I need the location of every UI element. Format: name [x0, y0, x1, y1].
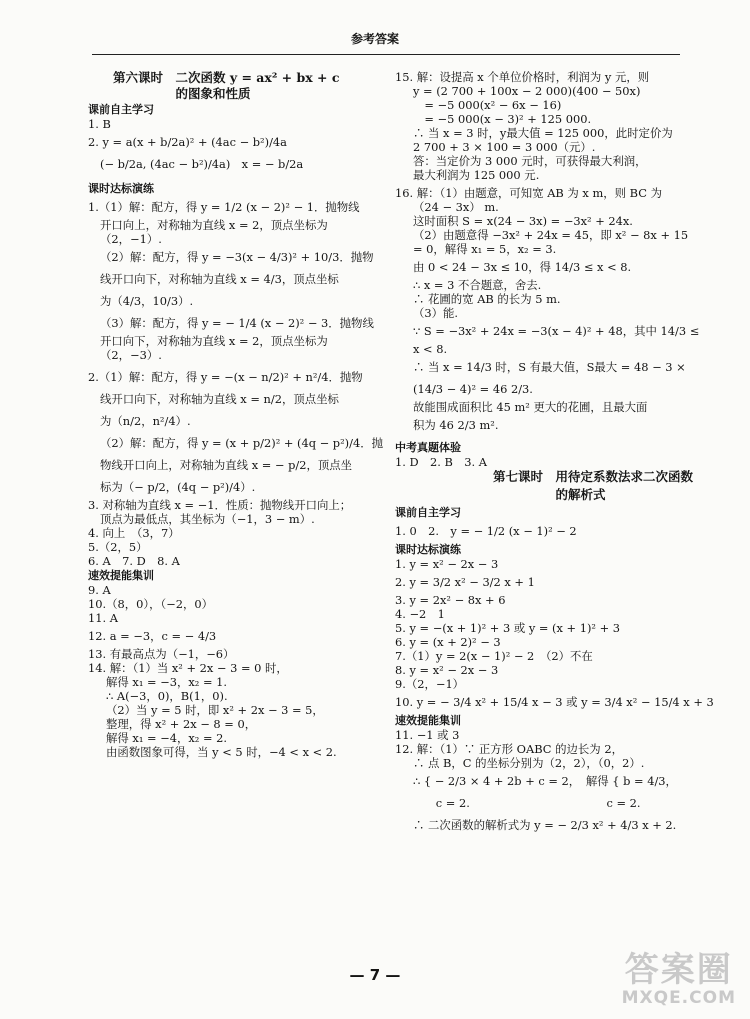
section-heading: 课前自主学习: [395, 506, 461, 519]
header-rule: [92, 54, 680, 55]
left-answer-line: 2.（1）解：配方，得 y = −(x − n/2)² + n²/4．抛物: [88, 370, 363, 384]
right-answer-line: 2 700 + 3 × 100 = 3 000（元）.: [413, 140, 596, 154]
section-heading: 课前自主学习: [88, 103, 154, 116]
right-answer-line: ∴ 当 x = 14/3 时，S 有最大值，S最大 = 48 − 3 ×: [413, 360, 686, 374]
left-answer-line: 13. 有最高点为（−1，−6）: [88, 647, 235, 661]
left-answer-line: 9. A: [88, 583, 111, 597]
section-heading: 课时达标演练: [395, 543, 461, 556]
left-answer-line: 解得 x₁ = −3，x₂ = 1.: [106, 675, 228, 689]
right-answer-line: 1. D 2. B 3. A: [395, 455, 487, 469]
right-answer-line: ∴ 当 x = 3 时，y最大值 = 125 000，此时定价为: [413, 126, 673, 140]
right-answer-line: 积为 46 2/3 m².: [413, 418, 499, 432]
watermark-url: MXQE.COM: [621, 988, 736, 1008]
right-answer-line: 5. y = −(x + 1)² + 3 或 y = (x + 1)² + 3: [395, 621, 620, 635]
right-answer-line: ∴ 点 B，C 的坐标分别为（2，2），（0，2）.: [413, 756, 645, 770]
left-answer-line: 2. y = a(x + b/2a)² + (4ac − b²)/4a: [88, 135, 287, 149]
right-answer-line: ∴ { − 2/3 × 4 + 2b + c = 2， 解得 { b = 4/3，: [413, 774, 677, 788]
left-answer-line: 物线开口向上，对称轴为直线 x = − p/2，顶点坐: [100, 458, 353, 472]
left-answer-line: 开口向下，对称轴为直线 x = 2，顶点坐标为: [100, 334, 328, 348]
right-answer-line: c = 2. c = 2.: [413, 796, 641, 810]
right-answer-line: 1. 0 2. y = − 1/2 (x − 1)² − 2: [395, 524, 577, 538]
lesson-title: 第七课时 用待定系数法求二次函数: [493, 469, 694, 484]
section-heading: 课时达标演练: [88, 182, 154, 195]
left-answer-line: 标为（− p/2，(4q − p²)/4）.: [100, 480, 256, 494]
section-heading: 速效提能集训: [395, 714, 461, 727]
left-answer-line: 由函数图象可得，当 y < 5 时，−4 < x < 2.: [106, 745, 337, 759]
left-answer-line: （2，−1）.: [100, 232, 162, 246]
left-answer-line: 线开口向下，对称轴为直线 x = 4/3，顶点坐标: [100, 272, 339, 286]
left-answer-line: 为（4/3，10/3）.: [100, 294, 194, 308]
right-answer-line: y = (2 700 + 100x − 2 000)(400 − 50x): [413, 84, 641, 98]
left-answer-line: 14. 解：（1）当 x² + 2x − 3 = 0 时，: [88, 661, 288, 675]
section-heading: 速效提能集训: [88, 569, 154, 582]
right-answer-line: 2. y = 3/2 x² − 3/2 x + 1: [395, 575, 535, 589]
left-answer-line: 顶点为最低点，其坐标为（−1，3 − m）.: [100, 512, 315, 526]
page-number: — 7 —: [349, 966, 401, 984]
right-answer-line: 10. y = − 3/4 x² + 15/4 x − 3 或 y = 3/4 x² − 15/4 x + 3: [395, 695, 714, 709]
left-answer-line: 11. A: [88, 611, 118, 625]
right-answer-column: [395, 70, 714, 836]
watermark-logo: [622, 951, 736, 1007]
right-answer-line: = −5 000(x − 3)² + 125 000.: [413, 112, 592, 126]
right-answer-line: 1. y = x² − 2x − 3: [395, 557, 499, 571]
left-answer-line: 3. 对称轴为直线 x = −1．性质：抛物线开口向上；: [88, 498, 352, 512]
left-answer-line: （3）解：配方，得 y = − 1/4 (x − 2)² − 3．抛物线: [100, 316, 374, 330]
right-answer-line: 由 0 < 24 − 3x ≤ 10，得 14/3 ≤ x < 8.: [413, 260, 632, 274]
right-answer-line: （24 − 3x） m.: [413, 200, 499, 214]
right-answer-line: 11. −1 或 3: [395, 728, 460, 742]
left-answer-line: 1. B: [88, 117, 111, 131]
left-answer-line: （2）当 y = 5 时，即 x² + 2x − 3 = 5，: [106, 703, 324, 717]
right-answer-line: 4. −2 1: [395, 607, 445, 621]
left-answer-line: 6. A 7. D 8. A: [88, 554, 180, 568]
left-answer-line: （2，−3）.: [100, 348, 162, 362]
left-answer-line: ∴ A(−3，0)，B(1，0).: [106, 689, 228, 703]
right-answer-line: 12. 解：（1）∵ 正方形 OABC 的边长为 2，: [395, 742, 623, 756]
right-answer-line: 最大利润为 125 000 元.: [413, 168, 540, 182]
right-answer-line: 7.（1）y = 2(x − 1)² − 2 （2）不在: [395, 649, 593, 663]
right-answer-line: 16. 解：（1）由题意，可知宽 AB 为 x m，则 BC 为: [395, 186, 662, 200]
right-answer-line: ∴ 二次函数的解析式为 y = − 2/3 x² + 4/3 x + 2.: [413, 818, 677, 832]
right-answer-line: （3）能.: [413, 306, 459, 320]
right-answer-line: 15. 解：设提高 x 个单位价格时，利润为 y 元，则: [395, 70, 650, 84]
left-answer-line: （2）解：配方，得 y = (x + p/2)² + (4q − p²)/4．抛: [100, 436, 383, 450]
left-answer-line: 5.（2，5）: [88, 540, 148, 554]
right-answer-line: = 0，解得 x₁ = 5，x₂ = 3.: [413, 242, 557, 256]
right-answer-line: 答：当定价为 3 000 元时，可获得最大利润，: [413, 154, 647, 168]
left-answer-line: 开口向上，对称轴为直线 x = 2，顶点坐标为: [100, 218, 328, 232]
right-answer-line: ∴ 花圃的宽 AB 的长为 5 m.: [413, 292, 561, 306]
left-answer-line: 4. 向上 （3，7）: [88, 526, 180, 540]
right-answer-line: ∵ S = −3x² + 24x = −3(x − 4)² + 48，其中 14/3 ≤: [413, 324, 700, 338]
right-answer-line: 这时面积 S = x(24 − 3x) = −3x² + 24x.: [413, 214, 633, 228]
right-answer-line: 9.（2，−1）: [395, 677, 465, 691]
left-answer-line: （2）解：配方，得 y = −3(x − 4/3)² + 10/3．抛物: [100, 250, 374, 264]
left-answer-column: [88, 70, 383, 759]
right-answer-line: x < 8.: [413, 342, 448, 356]
page-header-title: 参考答案: [350, 32, 399, 46]
left-answer-line: 线开口向下，对称轴为直线 x = n/2，顶点坐标: [100, 392, 339, 406]
lesson-title: 第六课时 二次函数 y = ax² + bx + c: [113, 70, 340, 85]
section-heading: 中考真题体验: [395, 441, 461, 454]
left-answer-line: 为（n/2，n²/4）.: [100, 414, 191, 428]
left-answer-line: 解得 x₁ = −4，x₂ = 2.: [106, 731, 228, 745]
lesson-title: 的图象和性质: [113, 86, 251, 101]
left-answer-line: (− b/2a, (4ac − b²)/4a) x = − b/2a: [100, 157, 304, 171]
right-answer-line: = −5 000(x² − 6x − 16): [413, 98, 562, 112]
right-answer-line: 故能围成面积比 45 m² 更大的花圃，且最大面: [413, 400, 648, 414]
right-answer-line: 6. y = (x + 2)² − 3: [395, 635, 501, 649]
right-answer-line: (14/3 − 4)² = 46 2/3.: [413, 382, 533, 396]
right-answer-line: （2）由题意得 −3x² + 24x = 45，即 x² − 8x + 15: [413, 228, 689, 242]
left-answer-line: 1.（1）解：配方，得 y = 1/2 (x − 2)² − 1．抛物线: [88, 200, 360, 214]
left-answer-line: 整理，得 x² + 2x − 8 = 0，: [106, 717, 257, 731]
right-answer-line: 3. y = 2x² − 8x + 6: [395, 593, 506, 607]
left-answer-line: 12. a = −3，c = − 4/3: [88, 629, 217, 643]
lesson-title: 的解析式: [493, 487, 606, 502]
watermark-text: 答案圈: [624, 950, 733, 990]
left-answer-line: 10.（8，0），（−2，0）: [88, 597, 213, 611]
right-answer-line: 8. y = x² − 2x − 3: [395, 663, 499, 677]
right-answer-line: ∴ x = 3 不合题意，舍去.: [413, 278, 542, 292]
